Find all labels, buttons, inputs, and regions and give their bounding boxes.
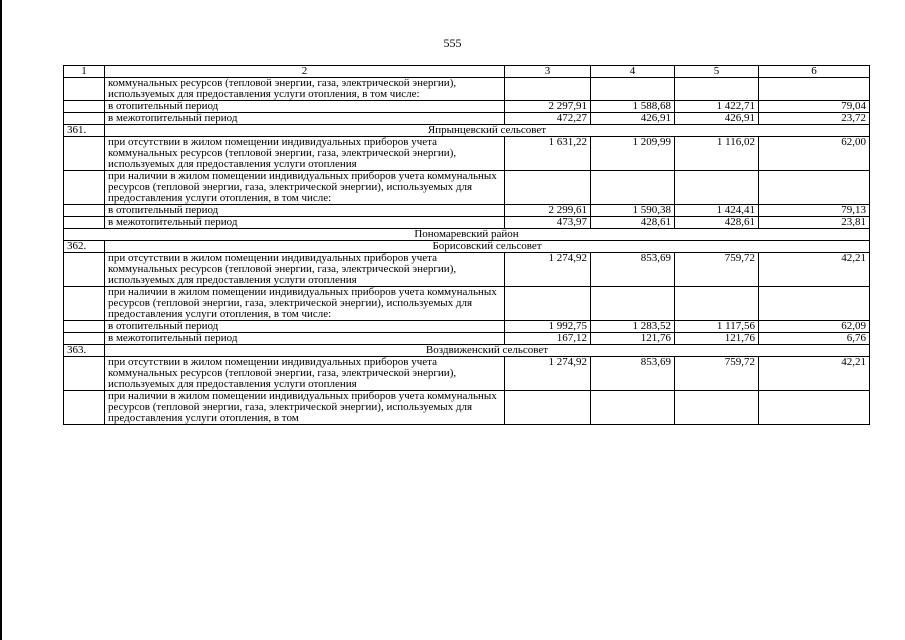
row-number-cell	[64, 333, 105, 345]
row-number-cell	[64, 78, 105, 101]
description-cell: в межотопительный период	[105, 217, 505, 229]
description-cell: в межотопительный период	[105, 333, 505, 345]
value-cell-col5: 426,91	[675, 113, 759, 125]
page-number: 555	[443, 36, 462, 50]
description-cell: в отопительный период	[105, 101, 505, 113]
tariff-table-body	[64, 66, 870, 425]
value-cell-col6: 79,04	[759, 101, 870, 113]
table-row	[64, 253, 870, 287]
value-cell-col4: 1 283,52	[591, 321, 675, 333]
page-edge-bar	[0, 0, 2, 640]
row-number-cell	[64, 171, 105, 205]
row-number-cell	[64, 287, 105, 321]
value-cell-col4: 1 590,38	[591, 205, 675, 217]
header-cell-2: 2	[105, 66, 505, 78]
table-row	[64, 101, 870, 113]
value-cell-col4: 853,69	[591, 253, 675, 287]
table-header-row	[64, 66, 870, 78]
row-number-cell	[64, 357, 105, 391]
value-cell-col4	[591, 391, 675, 425]
description-cell: при отсутствии в жилом помещении индивидуальных приборов учета коммунальных ресурсов (тепловой энергии, газа, электрической энергии), используемых для предоставления услуги отопления	[105, 357, 505, 391]
value-cell-col3: 472,27	[505, 113, 591, 125]
description-cell: при наличии в жилом помещении индивидуальных приборов учета коммунальных ресурсов (тепловой энергии, газа, электрической энергии), используемых для предоставления услуги отопления, в том числе:	[105, 287, 505, 321]
description-cell: при отсутствии в жилом помещении индивидуальных приборов учета коммунальных ресурсов (тепловой энергии, газа, электрической энергии), используемых для предоставления услуги отопления	[105, 253, 505, 287]
value-cell-col5: 1 424,41	[675, 205, 759, 217]
value-cell-col3: 1 274,92	[505, 253, 591, 287]
section-title-cell: Борисовский сельсовет	[105, 241, 870, 253]
table-row	[64, 171, 870, 205]
row-number-cell	[64, 253, 105, 287]
table-row	[64, 217, 870, 229]
header-cell-3: 3	[505, 66, 591, 78]
value-cell-col4: 1 588,68	[591, 101, 675, 113]
header-cell-5: 5	[675, 66, 759, 78]
value-cell-col3: 473,97	[505, 217, 591, 229]
row-number-cell	[64, 321, 105, 333]
description-cell: в отопительный период	[105, 205, 505, 217]
value-cell-col4	[591, 78, 675, 101]
section-row	[64, 345, 870, 357]
value-cell-col3: 2 297,91	[505, 101, 591, 113]
value-cell-col6: 6,76	[759, 333, 870, 345]
value-cell-col6: 23,72	[759, 113, 870, 125]
table-row	[64, 333, 870, 345]
value-cell-col5: 759,72	[675, 357, 759, 391]
value-cell-col6: 23,81	[759, 217, 870, 229]
table-row	[64, 287, 870, 321]
description-cell: при отсутствии в жилом помещении индивидуальных приборов учета коммунальных ресурсов (тепловой энергии, газа, электрической энергии), используемых для предоставления услуги отопления	[105, 137, 505, 171]
table-row	[64, 113, 870, 125]
value-cell-col4: 121,76	[591, 333, 675, 345]
value-cell-col5: 1 422,71	[675, 101, 759, 113]
value-cell-col6	[759, 78, 870, 101]
section-title-cell: Воздвиженский сельсовет	[105, 345, 870, 357]
row-number-cell	[64, 217, 105, 229]
value-cell-col4	[591, 171, 675, 205]
section-number-cell: 361.	[64, 125, 105, 137]
row-number-cell	[64, 205, 105, 217]
value-cell-col5	[675, 78, 759, 101]
row-number-cell	[64, 391, 105, 425]
description-cell: в межотопительный период	[105, 113, 505, 125]
value-cell-col4: 853,69	[591, 357, 675, 391]
section-title-cell: Япрынцевский сельсовет	[105, 125, 870, 137]
value-cell-col3: 2 299,61	[505, 205, 591, 217]
value-cell-col6	[759, 287, 870, 321]
value-cell-col4: 1 209,99	[591, 137, 675, 171]
district-row	[64, 229, 870, 241]
section-number-cell: 363.	[64, 345, 105, 357]
value-cell-col3: 1 274,92	[505, 357, 591, 391]
value-cell-col4: 428,61	[591, 217, 675, 229]
header-cell-4: 4	[591, 66, 675, 78]
table-row	[64, 321, 870, 333]
description-cell: при наличии в жилом помещении индивидуальных приборов учета коммунальных ресурсов (тепловой энергии, газа, электрической энергии), используемых для предоставления услуги отопления, в том	[105, 391, 505, 425]
value-cell-col5: 428,61	[675, 217, 759, 229]
value-cell-col6: 79,13	[759, 205, 870, 217]
header-cell-1: 1	[64, 66, 105, 78]
header-cell-6: 6	[759, 66, 870, 78]
description-cell: в отопительный период	[105, 321, 505, 333]
district-title-cell: Пономаревский район	[64, 229, 870, 241]
value-cell-col3: 1 992,75	[505, 321, 591, 333]
value-cell-col5	[675, 287, 759, 321]
value-cell-col5: 1 117,56	[675, 321, 759, 333]
table-row	[64, 78, 870, 101]
value-cell-col6: 62,09	[759, 321, 870, 333]
table-row	[64, 205, 870, 217]
row-number-cell	[64, 101, 105, 113]
value-cell-col3	[505, 78, 591, 101]
value-cell-col3	[505, 171, 591, 205]
value-cell-col3	[505, 391, 591, 425]
value-cell-col6	[759, 171, 870, 205]
value-cell-col4: 426,91	[591, 113, 675, 125]
section-row	[64, 125, 870, 137]
value-cell-col3: 167,12	[505, 333, 591, 345]
row-number-cell	[64, 113, 105, 125]
value-cell-col5: 121,76	[675, 333, 759, 345]
row-number-cell	[64, 137, 105, 171]
section-number-cell: 362.	[64, 241, 105, 253]
value-cell-col5: 759,72	[675, 253, 759, 287]
value-cell-col5: 1 116,02	[675, 137, 759, 171]
section-row	[64, 241, 870, 253]
value-cell-col6	[759, 391, 870, 425]
value-cell-col5	[675, 391, 759, 425]
value-cell-col3	[505, 287, 591, 321]
value-cell-col6: 42,21	[759, 357, 870, 391]
tariff-table	[63, 65, 870, 425]
value-cell-col4	[591, 287, 675, 321]
table-row	[64, 391, 870, 425]
description-cell: коммунальных ресурсов (тепловой энергии, газа, электрической энергии), используемых для предоставления услуги отопления, в том числе:	[105, 78, 505, 101]
value-cell-col6: 42,21	[759, 253, 870, 287]
table-row	[64, 357, 870, 391]
value-cell-col3: 1 631,22	[505, 137, 591, 171]
description-cell: при наличии в жилом помещении индивидуальных приборов учета коммунальных ресурсов (тепловой энергии, газа, электрической энергии), используемых для предоставления услуги отопления, в том числе:	[105, 171, 505, 205]
value-cell-col5	[675, 171, 759, 205]
value-cell-col6: 62,00	[759, 137, 870, 171]
table-row	[64, 137, 870, 171]
